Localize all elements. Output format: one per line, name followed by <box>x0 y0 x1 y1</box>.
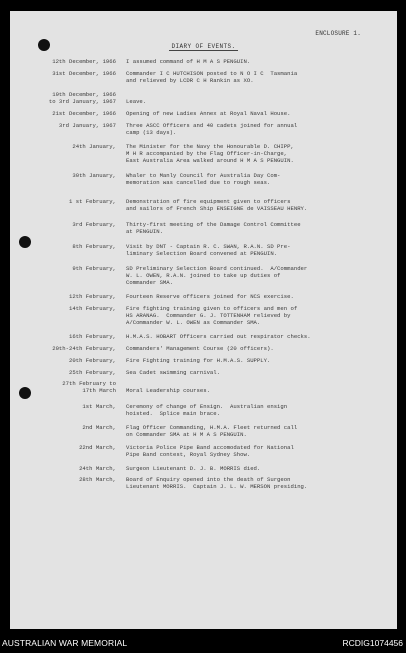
entry-date: 19th December, 1966 to 3rd January, 1967 <box>48 91 116 106</box>
entry-date: 3rd January, 1967 <box>58 122 116 129</box>
entry-date: 27th February to 17th March <box>62 380 116 395</box>
entry-text: Ceremony of change of Ensign. Australian ensign hoisted. Splice main brace. <box>126 403 288 418</box>
entry-text: Surgeon Lieutenant D. J. B. MORRIS died. <box>126 465 261 472</box>
entry-date: 21st December, 1966 <box>52 110 116 117</box>
entry-date: 14th February, <box>69 305 116 312</box>
entry-date: 30th January, <box>72 172 116 179</box>
entry-text: Fire Fighting training for H.M.A.S. SUPPLY. <box>126 357 271 364</box>
entry-date: 31st December, 1966 <box>52 70 116 77</box>
entry-date: 28th March, <box>79 476 116 483</box>
entry-date: 20th-24th February, <box>52 345 116 352</box>
entry-date: 24th January, <box>72 143 116 150</box>
entry-text: Whaler to Manly Council for Australia Day Com- memoration was cancelled due to rough seas. <box>126 172 281 187</box>
entry-text: Fourteen Reserve officers joined for NCS exercise. <box>126 293 294 300</box>
entry-date: 1 st February, <box>69 198 116 205</box>
document-title: DIARY OF EVENTS. <box>171 43 236 50</box>
entry-text: Three ASCC Officers and 40 cadets joined for annual camp (13 days). <box>126 122 298 137</box>
entry-text: H.M.A.S. HOBART Officers carried out respirator checks. <box>126 333 311 340</box>
entry-date: 12th December, 1966 <box>52 58 116 65</box>
entry-date: 12th February, <box>69 293 116 300</box>
entry-date: 8th February, <box>72 243 116 250</box>
entry-date: 2nd March, <box>82 424 116 431</box>
entry-text: Demonstration of fire equipment given to officers and sailors of French Ship ENSEIGNE de VAISSEAU HENRY. <box>126 198 308 213</box>
entry-text: I assumed command of H M A S PENGUIN. <box>126 58 251 65</box>
entry-text: Leave. <box>126 98 147 105</box>
entry-text: Board of Enquiry opened into the death of Surgeon Lieutenant MORRIS. Captain J. L. W. MERSON presiding. <box>126 476 308 491</box>
entry-date: 3rd February, <box>72 221 116 228</box>
entry-date: 16th February, <box>69 333 116 340</box>
entry-text: Commander I C HUTCHISON posted to N O I C Tasmania and relieved by LCDR C H Rankin as XO. <box>126 70 298 85</box>
entry-text: Sea Cadet swimming carnival. <box>126 369 220 376</box>
entry-text: Victoria Police Pipe Band accomodated for National Pipe Band contest, Royal Sydney Show. <box>126 444 294 459</box>
archive-name: AUSTRALIAN WAR MEMORIAL <box>2 638 128 648</box>
record-id: RCDIG1074456 <box>342 638 403 648</box>
entry-text: Thirty-first meeting of the Damage Control Committee at PENGUIN. <box>126 221 301 236</box>
entry-date: 24th March, <box>79 465 116 472</box>
entry-text: Opening of new Ladies Annex at Royal Naval House. <box>126 110 291 117</box>
entry-text: Visit by DNT - Captain R. C. SWAN, R.A.N. SD Pre- liminary Selection Board convened at PENGUIN. <box>126 243 291 258</box>
entry-text: Fire fighting training given to officers and men of HS ARANAG. Commander G. J. TOTTENHAM relieved by A/Commander W. L. OWEN as Commander SMA. <box>126 305 298 327</box>
entry-date: 1st March, <box>82 403 116 410</box>
archive-footer <box>0 629 406 653</box>
entry-date: 25th February, <box>69 369 116 376</box>
document-page <box>10 11 397 629</box>
entry-text: Moral Leadership courses. <box>126 387 210 394</box>
entry-text: Flag Officer Commanding, H.M.A. Fleet returned call on Commander SMA at H M A S PENGUIN. <box>126 424 298 439</box>
punch-hole <box>19 236 31 248</box>
entry-date: 9th February, <box>72 265 116 272</box>
entry-text: SD Preliminary Selection Board continued. A/Commander W. L. OWEN, R.A.N. joined to take up duties of Commander SMA. <box>126 265 308 287</box>
enclosure-label: ENCLOSURE 1. <box>315 30 361 37</box>
entry-text: The Minister for the Navy the Honourable D. CHIPP, M H R accompanied by the Flag Officer-in-Charge, East Australia Area walked around H M A S PENGUIN. <box>126 143 294 165</box>
entry-text: Commanders' Management Course (20 officers). <box>126 345 274 352</box>
entry-date: 20th February, <box>69 357 116 364</box>
punch-hole <box>19 387 31 399</box>
entry-date: 22nd March, <box>79 444 116 451</box>
